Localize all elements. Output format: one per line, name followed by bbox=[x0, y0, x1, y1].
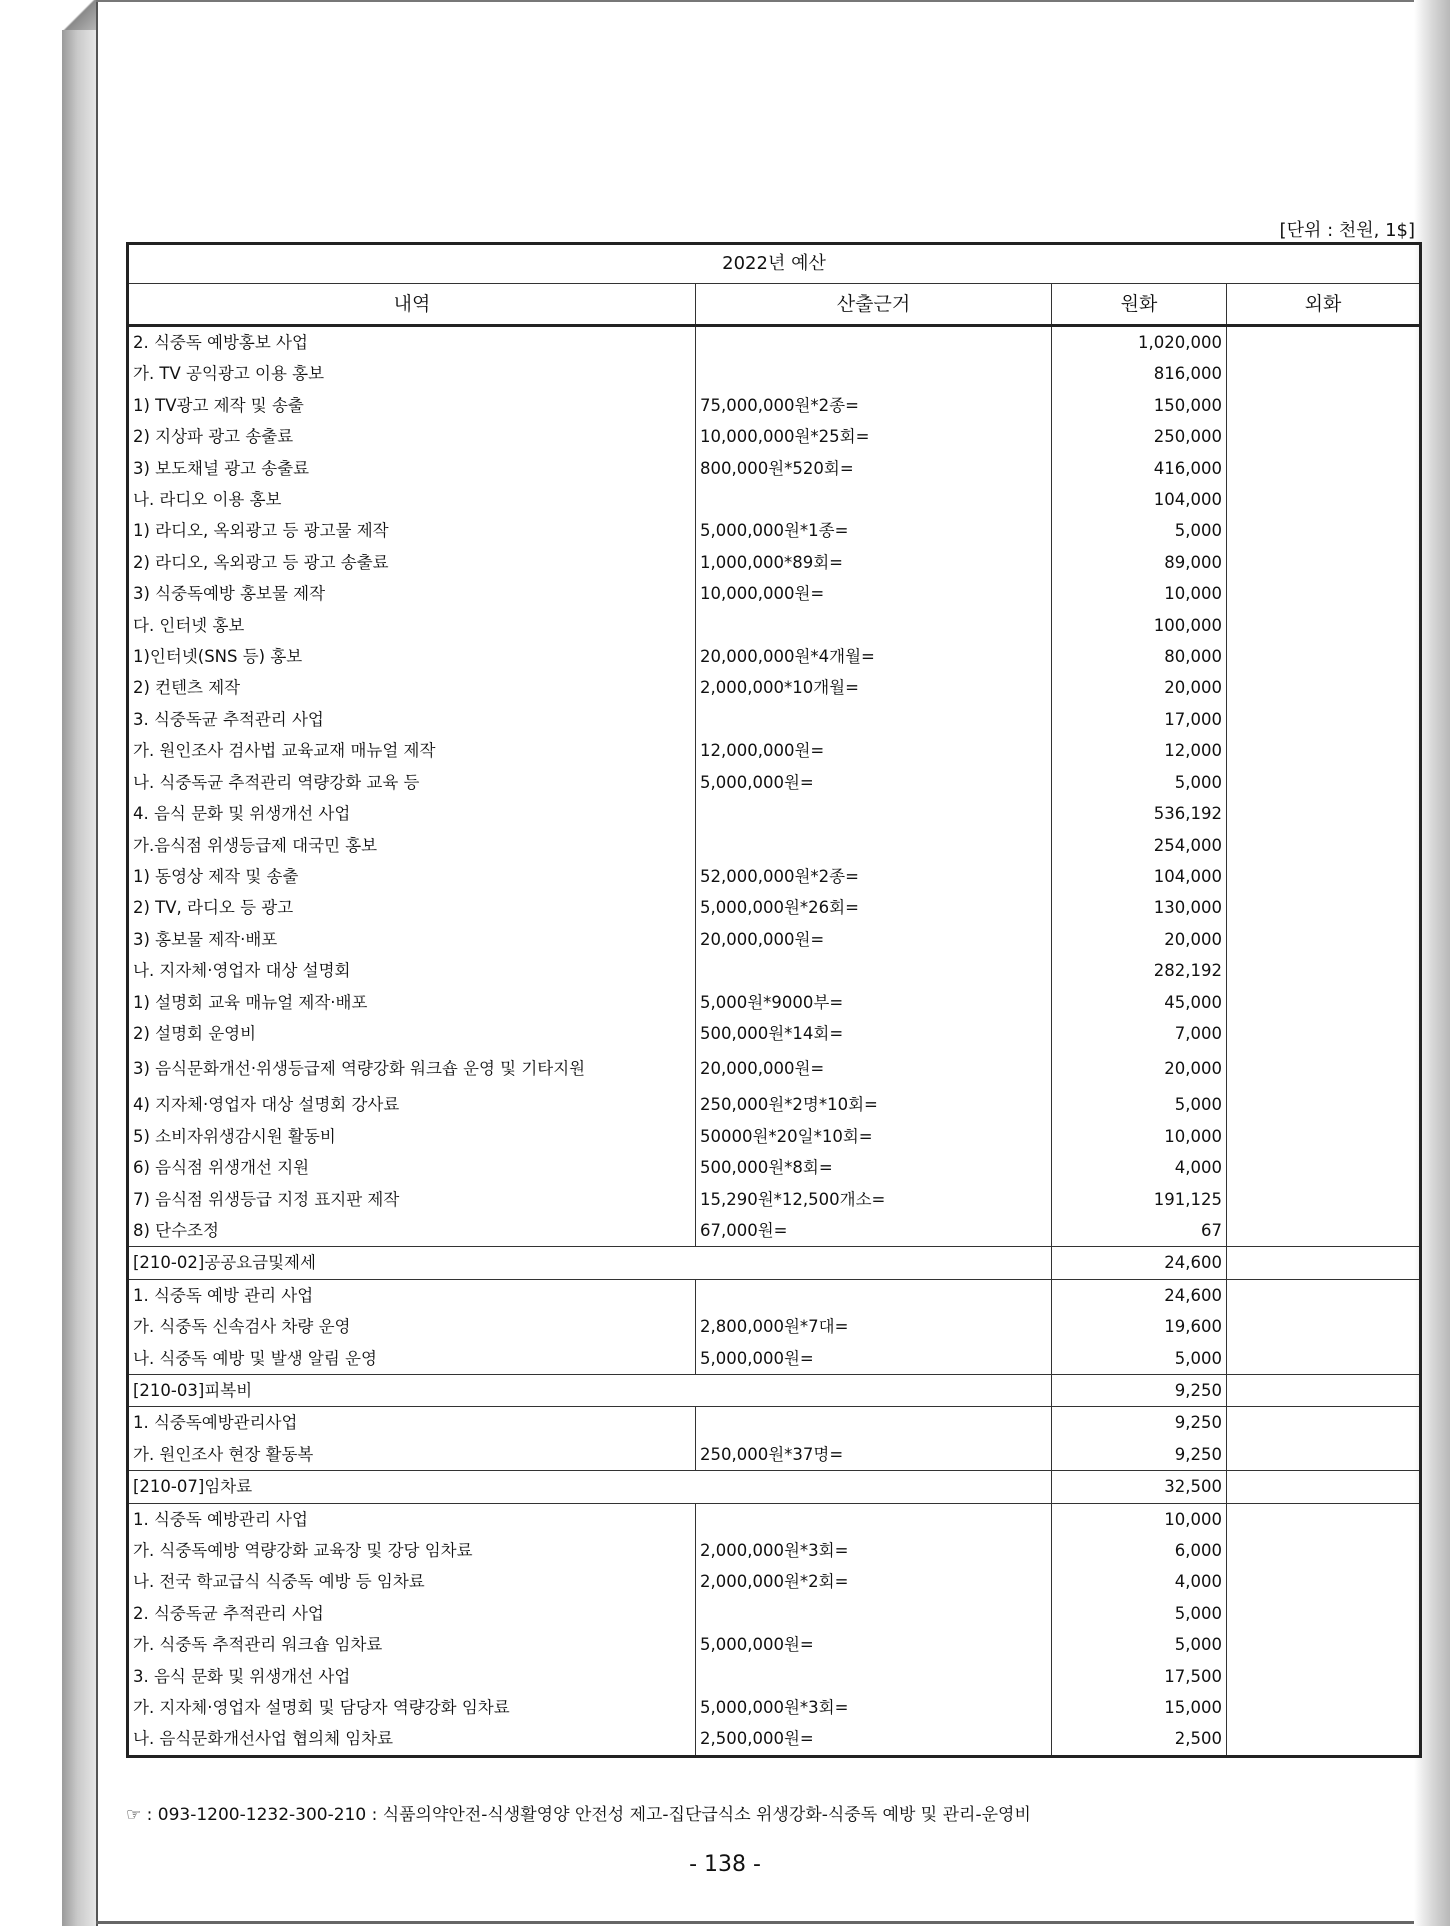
item-cell: 8) 단수조정 bbox=[128, 1215, 696, 1247]
foreign-cell bbox=[1227, 1407, 1421, 1439]
item-cell: 1) 라디오, 옥외광고 등 광고물 제작 bbox=[128, 515, 696, 546]
table-row bbox=[128, 1343, 1421, 1375]
krw-cell: 1,020,000 bbox=[1052, 326, 1227, 359]
item-cell: 4) 지자체·영업자 대상 설명회 강사료 bbox=[128, 1089, 696, 1120]
krw-cell: 816,000 bbox=[1052, 358, 1227, 389]
krw-cell: 104,000 bbox=[1052, 484, 1227, 515]
krw-cell: 5,000 bbox=[1052, 515, 1227, 546]
foreign-cell bbox=[1227, 610, 1421, 641]
krw-cell: 10,000 bbox=[1052, 1503, 1227, 1535]
krw-cell: 20,000 bbox=[1052, 924, 1227, 955]
item-cell: 2) 라디오, 옥외광고 등 광고 송출료 bbox=[128, 547, 696, 578]
foreign-cell bbox=[1227, 547, 1421, 578]
foreign-cell bbox=[1227, 1566, 1421, 1597]
foreign-cell bbox=[1227, 1661, 1421, 1692]
table-row bbox=[128, 1121, 1421, 1152]
item-cell: 나. 라디오 이용 홍보 bbox=[128, 484, 696, 515]
krw-cell: 5,000 bbox=[1052, 1089, 1227, 1120]
item-cell: 가. 식중독 추적관리 워크숍 임차료 bbox=[128, 1629, 696, 1660]
table-row bbox=[128, 326, 1421, 359]
foreign-cell bbox=[1227, 924, 1421, 955]
basis-cell: 2,000,000*10개월= bbox=[696, 672, 1052, 703]
table-row bbox=[128, 1215, 1421, 1247]
foreign-cell bbox=[1227, 892, 1421, 923]
item-cell: 3. 식중독균 추적관리 사업 bbox=[128, 704, 696, 735]
basis-cell: 5,000,000원= bbox=[696, 1629, 1052, 1660]
item-cell: 가. 식중독예방 역량강화 교육장 및 강당 임차료 bbox=[128, 1535, 696, 1566]
basis-cell: 1,000,000*89회= bbox=[696, 547, 1052, 578]
item-cell: 나. 식중독 예방 및 발생 알림 운영 bbox=[128, 1343, 696, 1375]
krw-cell: 5,000 bbox=[1052, 1343, 1227, 1375]
foreign-cell bbox=[1227, 326, 1421, 359]
item-cell: 가. 원인조사 검사법 교육교재 매뉴얼 제작 bbox=[128, 735, 696, 766]
basis-cell: 20,000,000원= bbox=[696, 924, 1052, 955]
table-row bbox=[128, 830, 1421, 861]
krw-cell: 536,192 bbox=[1052, 798, 1227, 829]
foreign-cell bbox=[1227, 798, 1421, 829]
basis-cell bbox=[696, 830, 1052, 861]
table-row bbox=[128, 1503, 1421, 1535]
krw-cell: 5,000 bbox=[1052, 1598, 1227, 1629]
table-row bbox=[128, 421, 1421, 452]
basis-cell bbox=[696, 358, 1052, 389]
foreign-cell bbox=[1227, 767, 1421, 798]
krw-cell: 4,000 bbox=[1052, 1566, 1227, 1597]
item-cell: 2) TV, 라디오 등 광고 bbox=[128, 892, 696, 923]
table-title: 2022년 예산 bbox=[128, 244, 1421, 284]
item-cell: 다. 인터넷 홍보 bbox=[128, 610, 696, 641]
table-row bbox=[128, 1692, 1421, 1723]
table-row bbox=[128, 798, 1421, 829]
basis-cell: 5,000,000원= bbox=[696, 767, 1052, 798]
krw-cell: 191,125 bbox=[1052, 1184, 1227, 1215]
table-row bbox=[128, 1598, 1421, 1629]
krw-cell: 20,000 bbox=[1052, 1049, 1227, 1089]
basis-cell bbox=[696, 1503, 1052, 1535]
basis-cell: 10,000,000원= bbox=[696, 578, 1052, 609]
table-row bbox=[128, 987, 1421, 1018]
item-cell: 7) 음식점 위생등급 지정 표지판 제작 bbox=[128, 1184, 696, 1215]
krw-cell: 45,000 bbox=[1052, 987, 1227, 1018]
krw-cell: 150,000 bbox=[1052, 390, 1227, 421]
header-krw: 원화 bbox=[1052, 284, 1227, 326]
krw-cell: 32,500 bbox=[1052, 1471, 1227, 1503]
table-row bbox=[128, 390, 1421, 421]
header-basis: 산출근거 bbox=[696, 284, 1052, 326]
item-cell: 3) 보도채널 광고 송출료 bbox=[128, 453, 696, 484]
foreign-cell bbox=[1227, 1692, 1421, 1723]
budget-code-footnote: ☞ : 093-1200-1232-300-210 : 식품의약안전-식생활영양 안전성 제고-집단급식소 위생강화-식중독 예방 및 관리-운영비 bbox=[126, 1805, 1031, 1825]
foreign-cell bbox=[1227, 1343, 1421, 1375]
item-cell: 2. 식중독균 추적관리 사업 bbox=[128, 1598, 696, 1629]
foreign-cell bbox=[1227, 453, 1421, 484]
basis-cell: 10,000,000원*25회= bbox=[696, 421, 1052, 452]
table-row bbox=[128, 924, 1421, 955]
foreign-cell bbox=[1227, 1471, 1421, 1503]
table-row bbox=[128, 1089, 1421, 1120]
krw-cell: 6,000 bbox=[1052, 1535, 1227, 1566]
foreign-cell bbox=[1227, 1311, 1421, 1342]
table-row bbox=[128, 892, 1421, 923]
item-cell: 나. 전국 학교급식 식중독 예방 등 임차료 bbox=[128, 1566, 696, 1597]
unit-label: [단위 : 천원, 1$] bbox=[1279, 220, 1415, 241]
table-row bbox=[128, 641, 1421, 672]
krw-cell: 24,600 bbox=[1052, 1247, 1227, 1279]
item-cell: 2) 설명회 운영비 bbox=[128, 1018, 696, 1049]
basis-cell bbox=[696, 1661, 1052, 1692]
table-row bbox=[128, 735, 1421, 766]
krw-cell: 15,000 bbox=[1052, 1692, 1227, 1723]
krw-cell: 250,000 bbox=[1052, 421, 1227, 452]
item-cell: 4. 음식 문화 및 위생개선 사업 bbox=[128, 798, 696, 829]
foreign-cell bbox=[1227, 1279, 1421, 1311]
table-row bbox=[128, 1152, 1421, 1183]
table-row bbox=[128, 1279, 1421, 1311]
table-row bbox=[128, 1471, 1421, 1503]
basis-cell: 5,000,000원*1종= bbox=[696, 515, 1052, 546]
foreign-cell bbox=[1227, 1215, 1421, 1247]
foreign-cell bbox=[1227, 578, 1421, 609]
table-row bbox=[128, 1566, 1421, 1597]
basis-cell: 5,000원*9000부= bbox=[696, 987, 1052, 1018]
basis-cell: 75,000,000원*2종= bbox=[696, 390, 1052, 421]
table-row bbox=[128, 1629, 1421, 1660]
header-foreign: 외화 bbox=[1227, 284, 1421, 326]
foreign-cell bbox=[1227, 1121, 1421, 1152]
basis-cell bbox=[696, 1407, 1052, 1439]
foreign-cell bbox=[1227, 390, 1421, 421]
foreign-cell bbox=[1227, 358, 1421, 389]
item-cell: 가.음식점 위생등급제 대국민 홍보 bbox=[128, 830, 696, 861]
basis-cell: 67,000원= bbox=[696, 1215, 1052, 1247]
krw-cell: 80,000 bbox=[1052, 641, 1227, 672]
basis-cell bbox=[696, 1598, 1052, 1629]
item-cell: 3) 음식문화개선·위생등급제 역량강화 워크숍 운영 및 기타지원 bbox=[128, 1049, 696, 1089]
foreign-cell bbox=[1227, 1375, 1421, 1407]
krw-cell: 20,000 bbox=[1052, 672, 1227, 703]
foreign-cell bbox=[1227, 515, 1421, 546]
table-row bbox=[128, 1247, 1421, 1279]
table-row bbox=[128, 861, 1421, 892]
table-row bbox=[128, 1375, 1421, 1407]
krw-cell: 2,500 bbox=[1052, 1723, 1227, 1756]
foreign-cell bbox=[1227, 735, 1421, 766]
table-row bbox=[128, 1661, 1421, 1692]
item-cell: 1) 동영상 제작 및 송출 bbox=[128, 861, 696, 892]
page-edge-left bbox=[62, 0, 98, 1926]
foreign-cell bbox=[1227, 1723, 1421, 1756]
krw-cell: 130,000 bbox=[1052, 892, 1227, 923]
krw-cell: 104,000 bbox=[1052, 861, 1227, 892]
krw-cell: 5,000 bbox=[1052, 1629, 1227, 1660]
basis-cell bbox=[696, 326, 1052, 359]
section-code-cell: [210-03]피복비 bbox=[128, 1375, 1052, 1407]
krw-cell: 5,000 bbox=[1052, 767, 1227, 798]
table-row bbox=[128, 515, 1421, 546]
section-code-cell: [210-02]공공요금및제세 bbox=[128, 1247, 1052, 1279]
table-body bbox=[128, 326, 1421, 1757]
foreign-cell bbox=[1227, 1184, 1421, 1215]
basis-cell: 5,000,000원*26회= bbox=[696, 892, 1052, 923]
basis-cell: 800,000원*520회= bbox=[696, 453, 1052, 484]
foreign-cell bbox=[1227, 1439, 1421, 1471]
table-row bbox=[128, 704, 1421, 735]
basis-cell: 52,000,000원*2종= bbox=[696, 861, 1052, 892]
basis-cell: 250,000원*37명= bbox=[696, 1439, 1052, 1471]
basis-cell: 500,000원*8회= bbox=[696, 1152, 1052, 1183]
page-edge-bottom bbox=[96, 1921, 1414, 1924]
table-row bbox=[128, 1018, 1421, 1049]
basis-cell: 250,000원*2명*10회= bbox=[696, 1089, 1052, 1120]
table-row bbox=[128, 578, 1421, 609]
budget-table bbox=[126, 242, 1422, 1758]
foreign-cell bbox=[1227, 641, 1421, 672]
table-row bbox=[128, 484, 1421, 515]
krw-cell: 10,000 bbox=[1052, 1121, 1227, 1152]
basis-cell bbox=[696, 798, 1052, 829]
krw-cell: 9,250 bbox=[1052, 1439, 1227, 1471]
foreign-cell bbox=[1227, 861, 1421, 892]
item-cell: 3. 음식 문화 및 위생개선 사업 bbox=[128, 1661, 696, 1692]
basis-cell: 20,000,000원= bbox=[696, 1049, 1052, 1089]
foreign-cell bbox=[1227, 1629, 1421, 1660]
item-cell: 나. 음식문화개선사업 협의체 임차료 bbox=[128, 1723, 696, 1756]
foreign-cell bbox=[1227, 1535, 1421, 1566]
table-row bbox=[128, 1535, 1421, 1566]
basis-cell: 2,000,000원*2회= bbox=[696, 1566, 1052, 1597]
krw-cell: 100,000 bbox=[1052, 610, 1227, 641]
krw-cell: 9,250 bbox=[1052, 1375, 1227, 1407]
basis-cell bbox=[696, 1279, 1052, 1311]
item-cell: 1. 식중독예방관리사업 bbox=[128, 1407, 696, 1439]
item-cell: 1)인터넷(SNS 등) 홍보 bbox=[128, 641, 696, 672]
foreign-cell bbox=[1227, 1503, 1421, 1535]
basis-cell bbox=[696, 704, 1052, 735]
table-row bbox=[128, 1184, 1421, 1215]
krw-cell: 89,000 bbox=[1052, 547, 1227, 578]
table-row bbox=[128, 955, 1421, 986]
item-cell: 1. 식중독 예방관리 사업 bbox=[128, 1503, 696, 1535]
foreign-cell bbox=[1227, 704, 1421, 735]
krw-cell: 10,000 bbox=[1052, 578, 1227, 609]
basis-cell: 15,290원*12,500개소= bbox=[696, 1184, 1052, 1215]
foreign-cell bbox=[1227, 421, 1421, 452]
basis-cell: 20,000,000원*4개월= bbox=[696, 641, 1052, 672]
basis-cell: 2,800,000원*7대= bbox=[696, 1311, 1052, 1342]
table-row bbox=[128, 1311, 1421, 1342]
krw-cell: 12,000 bbox=[1052, 735, 1227, 766]
table-row bbox=[128, 1439, 1421, 1471]
basis-cell: 2,500,000원= bbox=[696, 1723, 1052, 1756]
krw-cell: 67 bbox=[1052, 1215, 1227, 1247]
table-row bbox=[128, 1049, 1421, 1089]
foreign-cell bbox=[1227, 1018, 1421, 1049]
item-cell: 2) 지상파 광고 송출료 bbox=[128, 421, 696, 452]
item-cell: 가. 식중독 신속검사 차량 운영 bbox=[128, 1311, 696, 1342]
table-row bbox=[128, 610, 1421, 641]
item-cell: 2. 식중독 예방홍보 사업 bbox=[128, 326, 696, 359]
basis-cell bbox=[696, 955, 1052, 986]
foreign-cell bbox=[1227, 955, 1421, 986]
basis-cell: 5,000,000원*3회= bbox=[696, 1692, 1052, 1723]
item-cell: 1. 식중독 예방 관리 사업 bbox=[128, 1279, 696, 1311]
item-cell: 6) 음식점 위생개선 지원 bbox=[128, 1152, 696, 1183]
krw-cell: 416,000 bbox=[1052, 453, 1227, 484]
table-row bbox=[128, 453, 1421, 484]
krw-cell: 19,600 bbox=[1052, 1311, 1227, 1342]
item-cell: 가. 지자체·영업자 설명회 및 담당자 역량강화 임차료 bbox=[128, 1692, 696, 1723]
table-row bbox=[128, 358, 1421, 389]
item-cell: 5) 소비자위생감시원 활동비 bbox=[128, 1121, 696, 1152]
table-row bbox=[128, 1723, 1421, 1756]
foreign-cell bbox=[1227, 484, 1421, 515]
item-cell: 3) 홍보물 제작·배포 bbox=[128, 924, 696, 955]
krw-cell: 282,192 bbox=[1052, 955, 1227, 986]
item-cell: 3) 식중독예방 홍보물 제작 bbox=[128, 578, 696, 609]
krw-cell: 4,000 bbox=[1052, 1152, 1227, 1183]
basis-cell: 50000원*20일*10회= bbox=[696, 1121, 1052, 1152]
foreign-cell bbox=[1227, 1089, 1421, 1120]
table-row bbox=[128, 672, 1421, 703]
table-row bbox=[128, 547, 1421, 578]
basis-cell: 5,000,000원= bbox=[696, 1343, 1052, 1375]
krw-cell: 17,000 bbox=[1052, 704, 1227, 735]
table-row bbox=[128, 767, 1421, 798]
foreign-cell bbox=[1227, 1049, 1421, 1089]
foreign-cell bbox=[1227, 830, 1421, 861]
krw-cell: 24,600 bbox=[1052, 1279, 1227, 1311]
item-cell: 1) TV광고 제작 및 송출 bbox=[128, 390, 696, 421]
basis-cell: 500,000원*14회= bbox=[696, 1018, 1052, 1049]
foreign-cell bbox=[1227, 987, 1421, 1018]
basis-cell: 12,000,000원= bbox=[696, 735, 1052, 766]
item-cell: 가. TV 공익광고 이용 홍보 bbox=[128, 358, 696, 389]
foreign-cell bbox=[1227, 1152, 1421, 1183]
basis-cell: 2,000,000원*3회= bbox=[696, 1535, 1052, 1566]
krw-cell: 254,000 bbox=[1052, 830, 1227, 861]
item-cell: 가. 원인조사 현장 활동복 bbox=[128, 1439, 696, 1471]
header-item: 내역 bbox=[128, 284, 696, 326]
krw-cell: 9,250 bbox=[1052, 1407, 1227, 1439]
item-cell: 2) 컨텐츠 제작 bbox=[128, 672, 696, 703]
item-cell: 나. 지자체·영업자 대상 설명회 bbox=[128, 955, 696, 986]
page-edge-top bbox=[96, 0, 1414, 2]
page-number: - 138 - bbox=[689, 1852, 761, 1877]
foreign-cell bbox=[1227, 1598, 1421, 1629]
krw-cell: 7,000 bbox=[1052, 1018, 1227, 1049]
item-cell: 1) 설명회 교육 매뉴얼 제작·배포 bbox=[128, 987, 696, 1018]
basis-cell bbox=[696, 484, 1052, 515]
section-code-cell: [210-07]임차료 bbox=[128, 1471, 1052, 1503]
foreign-cell bbox=[1227, 672, 1421, 703]
foreign-cell bbox=[1227, 1247, 1421, 1279]
table-row bbox=[128, 1407, 1421, 1439]
krw-cell: 17,500 bbox=[1052, 1661, 1227, 1692]
basis-cell bbox=[696, 610, 1052, 641]
item-cell: 나. 식중독균 추적관리 역량강화 교육 등 bbox=[128, 767, 696, 798]
